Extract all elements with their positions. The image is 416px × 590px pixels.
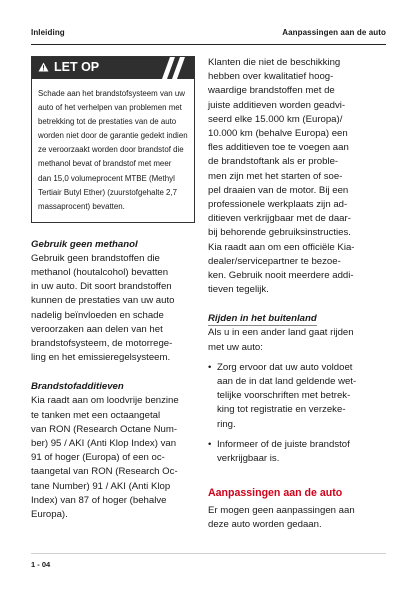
warning-line: Schade aan het brandstofsysteem van uw	[38, 89, 185, 98]
additives-right-line: ditieven verkrijgbaar met de daar-	[208, 213, 351, 225]
methanol-line: Gebruik geen brandstoffen die	[31, 252, 160, 264]
bullet-line: Zorg ervoor dat uw auto voldoet	[217, 361, 353, 373]
additives-right-line: de brandstoftank als er proble-	[208, 156, 339, 168]
warning-title: LET OP	[54, 60, 100, 74]
additives-right-line: tieven tegelijk.	[208, 284, 269, 296]
warning-line: ze veroorzaakt worden door brandstof die	[38, 145, 184, 155]
warning-header	[32, 57, 194, 79]
warning-line: Tertiair Butyl Ether) (zuurstofgehalte 2,7	[38, 187, 178, 197]
modifications-text	[208, 504, 386, 532]
additives-right-line: ken. Gebruik nooit meerdere addi-	[208, 270, 354, 282]
additives-heading: Brandstofadditieven	[31, 381, 124, 393]
page-number: 1 - 04	[31, 560, 51, 569]
additives-right-line: hebben over kwalitatief hoog-	[208, 71, 334, 83]
methanol-line: veroorzaken aan delen van het	[31, 323, 163, 335]
additives-right-line: men zijn met het starten of soe-	[208, 170, 343, 182]
warning-line: methanol bevat of brandstof met meer	[38, 159, 172, 169]
additives-right-line: pel draaien van de motor. Bij een	[208, 184, 349, 196]
methanol-line: in uw auto. Dit soort brandstoffen	[31, 281, 172, 293]
bullet-line: king tot registratie en verzeke-	[217, 404, 346, 416]
additives-line: Europa).	[31, 509, 68, 521]
modifications-heading: Aanpassingen aan de auto	[208, 487, 343, 500]
methanol-line: nadelig beïnvloeden en schade	[31, 309, 164, 321]
methanol-line: brandstofsysteem, de motorrege-	[31, 338, 173, 350]
hazard-stripes-icon	[148, 57, 188, 79]
additives-right-line: juiste additieven worden geadvi-	[208, 99, 346, 111]
methanol-heading: Gebruik geen methanol	[31, 238, 138, 250]
header-divider	[31, 44, 386, 45]
additives-line: ber) 95 / AKI (Anti Klop Index) van	[31, 438, 177, 450]
bullet-line: Informeer of de juiste brandstof	[217, 438, 350, 450]
additives-right-line: professionele werkplaats zijn ad-	[208, 199, 348, 211]
additives-line: te tanken met een octaangetal	[31, 409, 161, 421]
additives-right-line: dealer/servicepartner te bezoe-	[208, 255, 341, 267]
additives-line: Kia raadt aan om loodvrije benzine	[31, 395, 179, 407]
methanol-line: kunnen de prestaties van uw auto	[31, 295, 175, 307]
right-column	[208, 56, 386, 533]
methanol-text	[31, 252, 195, 366]
warning-line: auto of het verhelpen van problemen met	[38, 103, 182, 113]
bullet-line: ring.	[217, 418, 236, 430]
bullet-line: telijke voorschriften met betrek-	[217, 390, 351, 402]
warning-line: dan 15,0 volumeprocent MTBE (Methyl	[38, 173, 175, 183]
bullet-line: aan de in dat land geldende wet-	[217, 376, 357, 388]
additives-line: taangetal van RON (Research Oc-	[31, 466, 178, 478]
warning-line: massaprocent) bevatten.	[38, 201, 125, 211]
methanol-line: ling en het emissieregelsysteem.	[31, 352, 171, 364]
abroad-intro-line: Als u in een ander land gaat rijden	[208, 327, 354, 339]
warning-box	[31, 56, 195, 223]
warning-triangle-icon	[38, 62, 49, 72]
additives-right-line: Klanten die niet de beschikking	[208, 57, 341, 68]
additives-right-line: Kia raadt aan om een officiële Kia-	[208, 241, 355, 253]
bullet-dot-icon: •	[208, 438, 212, 450]
header-chapter-title: Aanpassingen aan de auto	[282, 28, 386, 37]
abroad-heading	[208, 312, 386, 326]
additives-right-line: bij behorende gebruiksinstructies.	[208, 227, 351, 239]
warning-text	[32, 79, 194, 222]
abroad-heading-text: Rijden in het buitenland	[208, 313, 317, 325]
additives-text	[31, 394, 195, 522]
additives-line: van RON (Research Octane Num-	[31, 423, 178, 435]
abroad-intro	[208, 326, 386, 354]
abroad-bullet	[208, 438, 386, 466]
additives-line: Index) van 87 of hoger (behalve	[31, 494, 167, 506]
abroad-intro-line: met uw auto:	[208, 341, 263, 353]
bullet-dot-icon: •	[208, 361, 212, 373]
additives-line: tane Number) 91 / AKI (Anti Klop	[31, 480, 171, 492]
methanol-line: methanol (houtalcohol) bevatten	[31, 267, 169, 279]
header-section-title: Inleiding	[31, 28, 65, 37]
additives-right-line: 10.000 km (behalve Europa) een	[208, 128, 348, 140]
additives-right-line: seerd elke 15.000 km (Europa)/	[208, 113, 343, 125]
additives-right-line: fles additieven toe te voegen aan	[208, 142, 349, 154]
modifications-line: deze auto worden gedaan.	[208, 519, 322, 531]
left-column	[31, 56, 195, 522]
warning-line: worden niet door de garantie gedekt indien	[38, 131, 188, 141]
additives-continued-text	[208, 56, 386, 297]
bullet-line: verkrijgbaar is.	[217, 453, 280, 465]
modifications-line: Er mogen geen aanpassingen aan	[208, 505, 355, 517]
additives-line: 91 of hoger (Europa) of een oc-	[31, 452, 165, 464]
abroad-bullet	[208, 361, 386, 432]
additives-right-line: waardige brandstoffen met de	[208, 85, 335, 97]
warning-line: betrekking tot de prestaties van de auto	[38, 117, 177, 127]
footer-divider	[31, 553, 386, 554]
